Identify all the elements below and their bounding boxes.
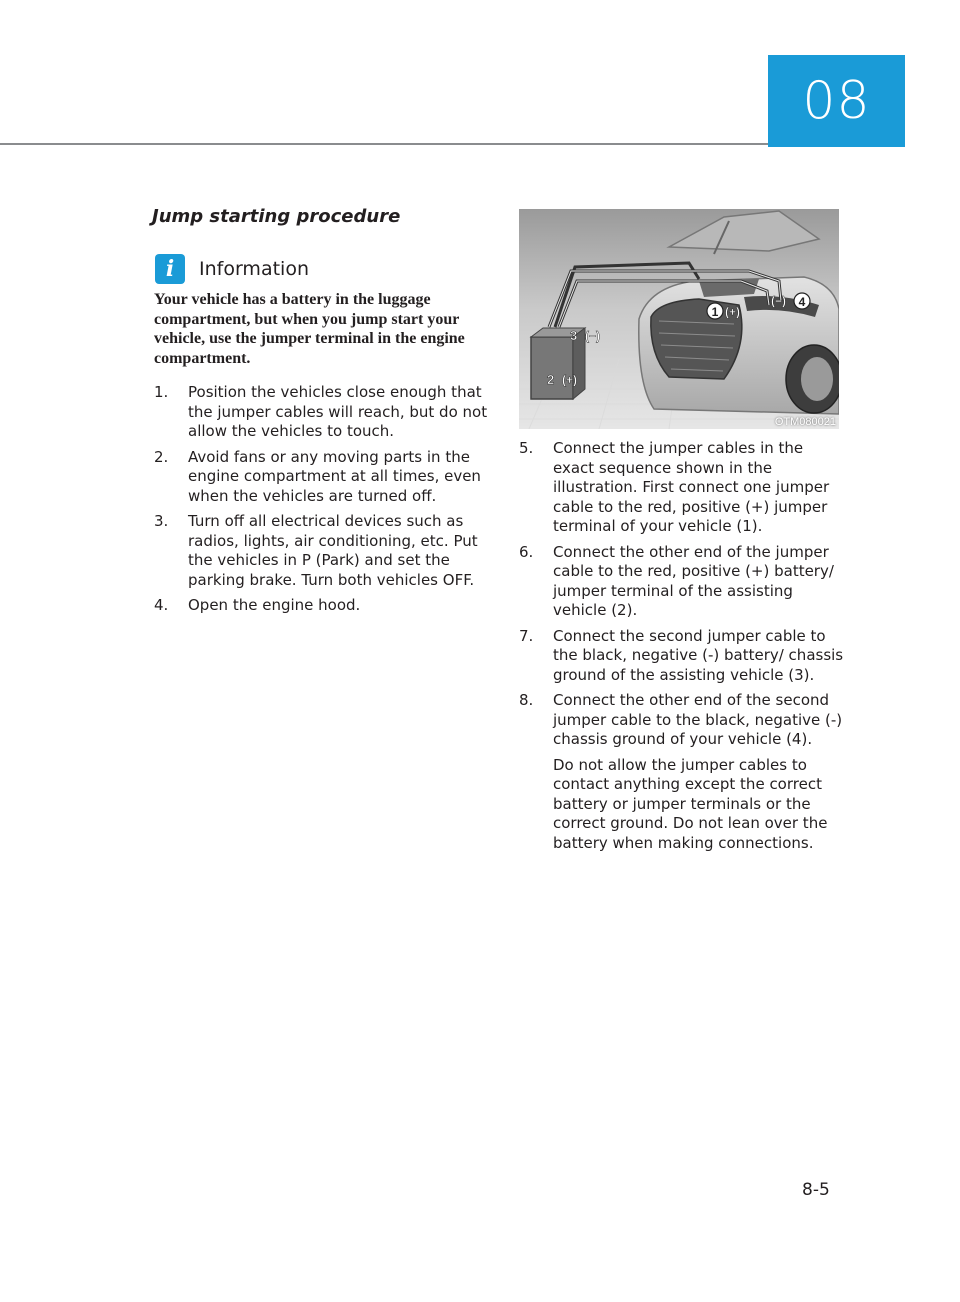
step-number: 3. [154,512,169,530]
step-item [154,596,494,616]
step-text: Avoid fans or any moving parts in the engine compartment at all times, even when the vehicles are turned off. [188,447,481,505]
label-four: 4 [798,295,806,309]
info-icon: i [155,254,185,284]
step-text: Connect the other end of the jumper cable to the red, positive (+) battery/ jumper terminal of the assisting vehicle (2). [553,542,834,619]
step-item [154,383,494,442]
illustration-drawing [519,209,839,429]
header-rule [0,143,768,145]
step-number: 5. [519,439,534,457]
steps-list-right [519,439,844,859]
step-item [519,439,844,537]
step-number: 4. [154,596,169,614]
step-item [154,512,494,590]
section-title: Jump starting procedure [152,206,401,227]
label-one: 1 [711,305,719,319]
label-two: 2 [547,372,555,387]
step-number: 2. [154,447,169,466]
page-number: 8-5 [802,1180,830,1200]
information-body: Your vehicle has a battery in the luggage compartment, but when you jump start your vehicle, use the jumper terminal in the engine compartment. [154,291,465,367]
step-number: 6. [519,542,534,561]
step-item [519,691,844,853]
step-item [519,543,844,621]
step-item [154,448,494,507]
step-text: Turn off all electrical devices such as radios, lights, air conditioning, etc. Put the vehicles in P (Park) and set the parking brake. Turn both vehicles OFF. [188,512,478,589]
step-number: 1. [154,383,169,401]
step-item [519,627,844,686]
label-one-sign: (+) [725,305,740,319]
step-text: Position the vehicles close enough that the jumper cables will reach, but do not allow the vehicles to touch. [188,383,488,440]
step-text: Connect the jumper cables in the exact sequence shown in the illustration. First connect one jumper cable to the red, positive (+) jumper terminal of your vehicle (1). [553,439,830,535]
information-title: Information [199,258,309,280]
step-text: Open the engine hood. [188,596,361,614]
label-three-sign: (−) [585,329,600,343]
step-text: Connect the other end of the second jumper cable to the black, negative (-) chassis ground of your vehicle (4). [553,691,843,748]
jump-start-illustration [519,209,839,429]
step-text: Connect the second jumper cable to the black, negative (-) battery/ chassis ground of the assisting vehicle (3). [553,626,844,684]
label-two-sign: (+) [562,373,577,387]
step-note: Do not allow the jumper cables to contact anything except the correct battery or jumper terminals or the correct ground. Do not lean over the battery when making connections. [553,755,828,852]
figure-code: OTM080021 [774,416,836,428]
chapter-tab: 08 [768,55,905,147]
steps-list-left [154,383,494,622]
step-number: 8. [519,691,534,709]
label-three: 3 [570,328,578,343]
label-four-sign: (−) [771,294,786,308]
step-number: 7. [519,626,534,645]
information-heading [155,254,309,284]
